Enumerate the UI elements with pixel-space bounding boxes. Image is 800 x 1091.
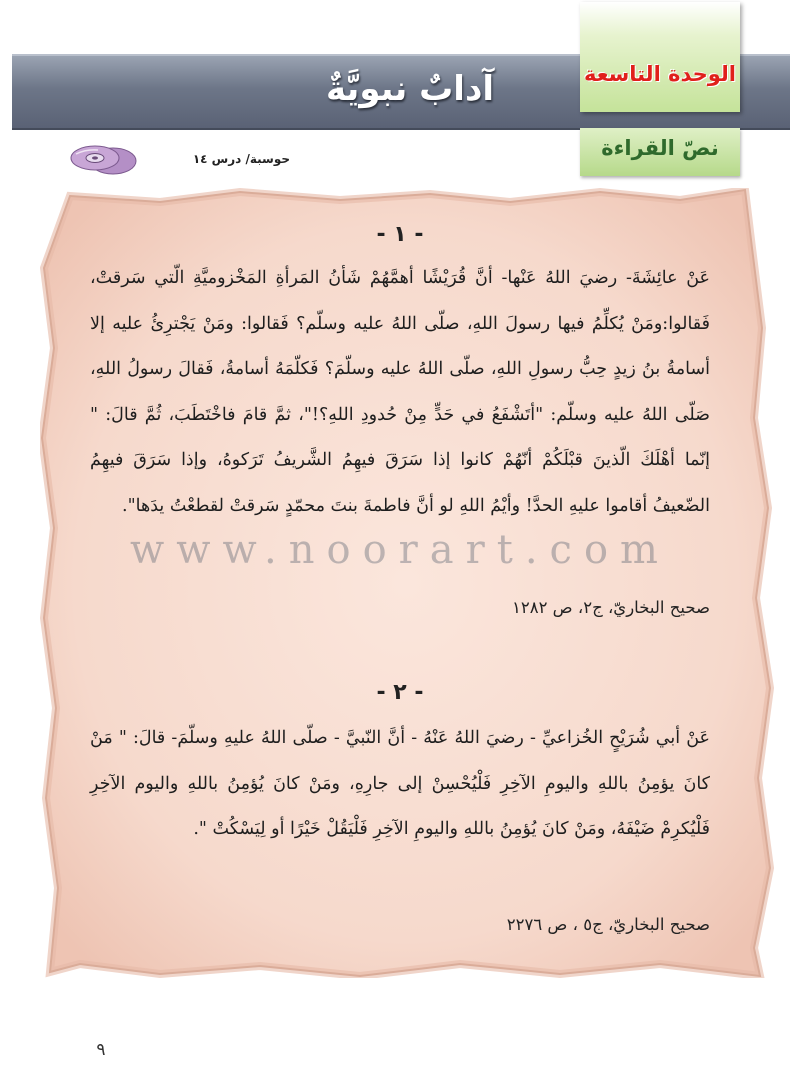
cd-disc-icon[interactable]	[68, 144, 138, 176]
passage-text-2: عَنْ أبي شُرَيْحٍ الخُزاعيِّ - رضيَ اللهُ عَنْهُ - أنَّ النّبيَّ - صلّى اللهُ عليهِ وسلّمَ- قالَ: " مَنْ كانَ يؤمِنُ باللهِ واليومِ الآخِرِ فَلْيُحْسِنْ إلى جارِهِ، ومَنْ كانَ يُؤمِنُ باللهِ واليوم الآخِرِ فَلْيُكرِمْ ضَيْفَهُ، ومَنْ كانَ يُؤمِنُ باللهِ واليومِ الآخِرِ فَلْيَقُلْ خَيْرًا أو لِيَسْكُتْ ".	[90, 728, 710, 839]
passage-number-2: - ٢ -	[376, 680, 424, 705]
section-label: نصّ القراءة	[601, 136, 719, 160]
audio-reference: حوسبة/ درس ١٤	[192, 152, 290, 166]
watermark: www.noorart.com	[130, 527, 670, 573]
passage-text-1: عَنْ عائِشَةَ- رضيَ اللهُ عَنْها- أنَّ قُرَيْشًا أهمَّهُمْ شَأنُ المَرأةِ المَخْزوميَّةِ الّتي سَرقتْ، فَقالوا:ومَنْ يُكلِّمُ فيها رسولَ اللهِ، صلّى اللهُ عليه وسلّم؟ فَقالوا: ومَنْ يَجْترِئُ عليه إلا أسامةُ بنُ زيدٍ حِبُّ رسولِ اللهِ، صلّى اللهُ عليه وسلّمَ؟ فَكلّمَهُ أسامةُ، فَقالَ رسولُ اللهِ، صَلّى اللهُ عليه وسلّم: "أتَشْفَعُ في حَدٍّ مِنْ حُدودِ اللهِ؟!"، ثمَّ قامَ فاخْتَطَبَ، ثُمَّ قالَ: " إنّما أهْلَكَ الّذينَ قبْلَكُمْ أنّهُمْ كانوا إذا سَرَقَ فيهِمُ الشَّريفُ تَرَكوهُ، وإذا سَرَقَ فيهِمُ الضّعيفُ أقاموا عليهِ الحدَّ! وأيْمُ اللهِ لو أنَّ فاطمةَ بنتَ محمّدٍ سَرقتْ لقطعْتُ يدَها".	[90, 268, 710, 516]
citation-2: صحيح البخاريّ، ج٥ ، ص ٢٢٧٦	[506, 915, 710, 934]
page-number: ٩	[96, 1040, 106, 1060]
unit-label: الوحدة التاسعة	[583, 62, 736, 86]
lesson-title: آدابٌ نبويَّةٌ	[325, 69, 495, 109]
passage-number-1: - ١ -	[376, 222, 424, 247]
unit-tab	[580, 2, 740, 112]
citation-1: صحيح البخاريّ، ج٢، ص ١٢٨٢	[511, 598, 710, 617]
